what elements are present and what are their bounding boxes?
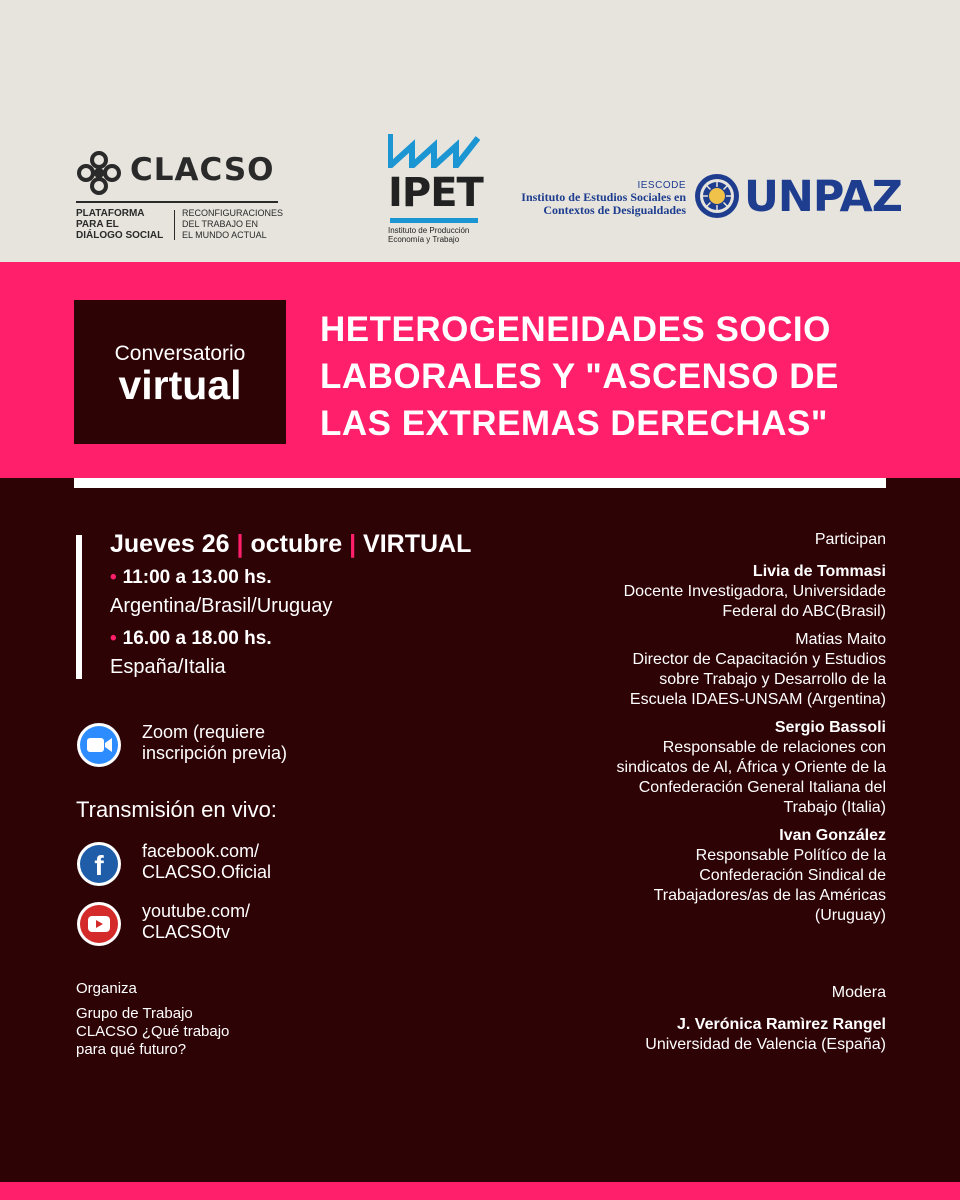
ipet-subtitle: Instituto de Producción Economía y Trabajo <box>388 226 470 244</box>
time-slot-1 <box>110 567 272 589</box>
speaker-role: Responsable Polítíco de la Confederación Sindical de Trabajadores/as de las Américas (Uruguay) <box>653 847 886 924</box>
clacso-reconfig-text: RECONFIGURACIONES DEL TRABAJO EN EL MUNDO ACTUAL <box>182 208 284 240</box>
ipet-logo <box>388 132 488 244</box>
speaker-item <box>520 826 886 926</box>
speaker-name: Ivan González <box>779 827 886 844</box>
event-day: Jueves 26 <box>110 530 230 558</box>
zoom-text: Zoom (requiere inscripción previa) <box>142 722 288 763</box>
date-line <box>110 530 471 559</box>
svg-text:f: f <box>94 850 104 881</box>
time-1: 11:00 a 13.00 hs. <box>122 567 272 588</box>
speaker-item <box>520 718 886 818</box>
place-1: Argentina/Brasil/Uruguay <box>110 595 333 617</box>
title-line: LABORALES Y "ASCENSO DE <box>320 357 839 396</box>
speaker-item <box>520 562 886 622</box>
iescode-logo <box>514 180 686 217</box>
ipet-name: IPET <box>388 170 483 216</box>
clacso-knot-icon <box>76 150 122 196</box>
organizer-text: Grupo de Trabajo CLACSO ¿Qué trabajo para qué futuro? <box>76 1005 230 1058</box>
ipet-underline <box>390 218 478 223</box>
zoom-icon[interactable] <box>76 722 122 768</box>
speaker-item <box>520 630 886 710</box>
date-separator: | <box>236 530 244 558</box>
bullet-dot: • <box>110 567 117 588</box>
date-separator: | <box>349 530 357 558</box>
speaker-role: Responsable de relaciones con sindicatos de Al, África y Oriente de la Confederación General Italiana del Trabajo (Italia) <box>616 739 886 816</box>
speaker-name: Matias Maito <box>795 631 886 648</box>
organizer-label: Organiza <box>76 980 137 997</box>
time-2: 16.00 a 18.00 hs. <box>122 628 272 649</box>
unpaz-name: UNPAZ <box>744 172 902 222</box>
title-line: HETEROGENEIDADES SOCIO <box>320 310 831 349</box>
unpaz-seal-icon <box>694 173 740 219</box>
facebook-link[interactable]: facebook.com/ CLACSO.Oficial <box>142 841 272 882</box>
speaker-role: Director de Capacitación y Estudios sobre Trabajo y Desarrollo de la Escuela IDAES-UNSAM (Argentina) <box>629 651 886 708</box>
event-month: octubre <box>250 530 343 558</box>
speaker-role: Docente Investigadora, Universidade Federal do ABC(Brasil) <box>623 583 886 620</box>
event-type-line2: virtual <box>118 362 242 408</box>
clacso-platform-text: PLATAFORMA PARA EL DIÁLOGO SOCIAL <box>76 208 164 241</box>
clacso-logo <box>76 148 286 248</box>
title-line: LAS EXTREMAS DERECHAS" <box>320 404 828 443</box>
divider-line <box>74 478 886 488</box>
clacso-separator <box>174 210 175 240</box>
clacso-rule <box>76 201 278 203</box>
speaker-name: Sergio Bassoli <box>774 719 886 736</box>
speaker-name: Livia de Tommasi <box>752 563 886 580</box>
time-slot-2 <box>110 628 272 650</box>
iescode-name: Instituto de Estudios Sociales en Contextos de Desigualdades <box>521 190 686 217</box>
event-mode: VIRTUAL <box>363 530 472 558</box>
clacso-name: CLACSO <box>130 152 275 188</box>
moderator-block <box>520 983 886 1055</box>
participants-list <box>520 530 886 934</box>
participants-label: Participan <box>814 531 886 548</box>
ipet-wave-icon <box>388 132 480 168</box>
youtube-icon[interactable] <box>76 901 122 947</box>
schedule-block <box>76 530 522 679</box>
event-type-line1: Conversatorio <box>114 342 246 365</box>
event-title <box>320 306 900 447</box>
iescode-abbr: IESCODE <box>637 180 686 191</box>
facebook-icon[interactable] <box>76 841 122 887</box>
place-2: España/Italia <box>110 656 226 678</box>
moderator-affiliation: Universidad de Valencia (España) <box>645 1036 886 1053</box>
moderator-name: J. Verónica Ramìrez Rangel <box>677 1016 886 1033</box>
bullet-dot: • <box>110 628 117 649</box>
transmission-label: Transmisión en vivo: <box>76 797 277 822</box>
youtube-link[interactable]: youtube.com/ CLACSOtv <box>142 901 251 942</box>
moderator-label: Modera <box>831 984 886 1001</box>
bottom-strip <box>0 1182 960 1200</box>
event-type-box <box>74 300 286 444</box>
